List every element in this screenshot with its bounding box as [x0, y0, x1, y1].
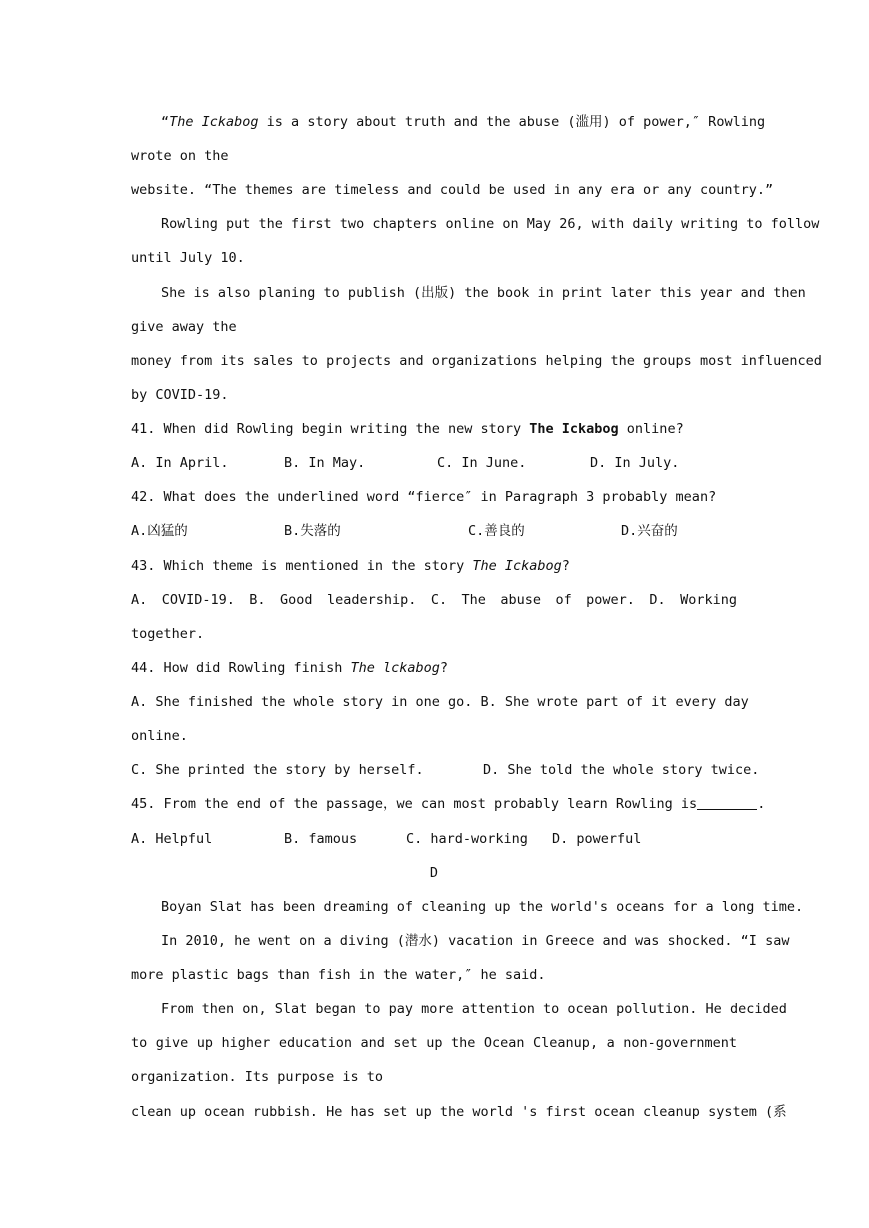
paragraph-d1 — [131, 897, 804, 917]
question-43-options-line1: A. COVID-19. B. Good leadership. C. The abuse of power. D. Working — [131, 592, 737, 608]
option-a: A. Helpful — [131, 831, 213, 847]
question-44-options-line2: online. — [131, 728, 188, 744]
option-c: C.善良的 — [468, 523, 525, 539]
paragraph-c3-line4: by COVID-19. — [131, 387, 229, 403]
paragraph-c3-line2: give away the — [131, 319, 237, 335]
question-41-options — [131, 453, 737, 473]
paragraph-c1-line1 — [131, 112, 766, 132]
paragraph-text: In 2010, he went on a diving (潜水) vacation in Greece and was shocked. “I saw — [161, 933, 790, 949]
question-text: 44. How did Rowling finish — [131, 660, 351, 676]
option-d: D.兴奋的 — [621, 523, 678, 539]
paragraph-d3-line4: clean up ocean rubbish. He has set up the world 's first ocean cleanup system (系 — [131, 1104, 787, 1120]
paragraph-c1-line3: website. “The themes are timeless and could be used in any era or any country.” — [131, 182, 774, 198]
question-44-stem — [131, 658, 737, 678]
option-c: C. In June. — [437, 455, 527, 471]
option-a: A.凶猛的 — [131, 523, 188, 539]
question-text: online? — [618, 421, 684, 437]
question-41-stem — [131, 419, 737, 439]
question-text: ? — [439, 660, 448, 676]
paragraph-c3-line1 — [131, 283, 806, 303]
paragraph-d2-line1 — [131, 931, 790, 951]
question-44-options-line3 — [131, 760, 760, 780]
option-c: C. hard-working — [406, 831, 528, 847]
open-quote: “ — [161, 114, 170, 130]
option-d: D. She told the whole story twice. — [483, 762, 760, 778]
paragraph-c1-line2: wrote on the — [131, 148, 229, 164]
paragraph-text: She is also planing to publish (出版) the book in print later this year and then — [161, 285, 806, 301]
option-c: C. She printed the story by herself. — [131, 762, 424, 778]
question-45-stem — [131, 794, 766, 814]
question-text: . — [757, 796, 766, 812]
book-title: The Ickabog — [169, 114, 259, 130]
book-title: The Ickabog — [472, 558, 562, 574]
paragraph-c2-line2: until July 10. — [131, 250, 245, 266]
paragraph-c3-line3: money from its sales to projects and organizations helping the groups most influenced — [131, 353, 822, 369]
paragraph-d3-line2: to give up higher education and set up the Ocean Cleanup, a non-government — [131, 1035, 737, 1051]
option-b: B.失落的 — [284, 523, 341, 539]
section-heading-d: D — [429, 865, 439, 881]
option-d: D. In July. — [590, 455, 680, 471]
question-42-options — [131, 521, 737, 541]
question-text: 41. When did Rowling begin writing the new story — [131, 421, 530, 437]
paragraph-text: From then on, Slat began to pay more attention to ocean pollution. He decided — [161, 1001, 787, 1017]
paragraph-text: Boyan Slat has been dreaming of cleaning up the world's oceans for a long time. — [161, 899, 804, 915]
paragraph-d3-line1 — [131, 999, 787, 1019]
paragraph-d2-line2: more plastic bags than fish in the water,″ he said. — [131, 967, 546, 983]
paragraph-c2-line1 — [131, 214, 820, 234]
question-text: ? — [561, 558, 570, 574]
option-b: B. famous — [284, 831, 358, 847]
book-title: The lckabog — [350, 660, 440, 676]
option-a: A. In April. — [131, 455, 229, 471]
question-42-stem: 42. What does the underlined word “fierce″ in Paragraph 3 probably mean? — [131, 489, 717, 505]
answer-blank — [697, 795, 757, 810]
question-text: 43. Which theme is mentioned in the story — [131, 558, 473, 574]
paragraph-d3-line3: organization. Its purpose is to — [131, 1069, 383, 1085]
question-43-stem — [131, 556, 737, 576]
question-text: 45. From the end of the passage，we can most probably learn Rowling is — [131, 796, 698, 812]
option-d: D. powerful — [552, 831, 642, 847]
question-44-options-line1: A. She finished the whole story in one go. B. She wrote part of it every day — [131, 694, 749, 710]
question-45-options — [131, 829, 737, 849]
paragraph-text: Rowling put the first two chapters online on May 26, with daily writing to follow — [161, 216, 820, 232]
paragraph-text: is a story about truth and the abuse (滥用) of power,″ Rowling — [258, 114, 766, 130]
option-b: B. In May. — [284, 455, 366, 471]
book-title: The Ickabog — [529, 421, 619, 437]
question-43-options-line2: together. — [131, 626, 205, 642]
